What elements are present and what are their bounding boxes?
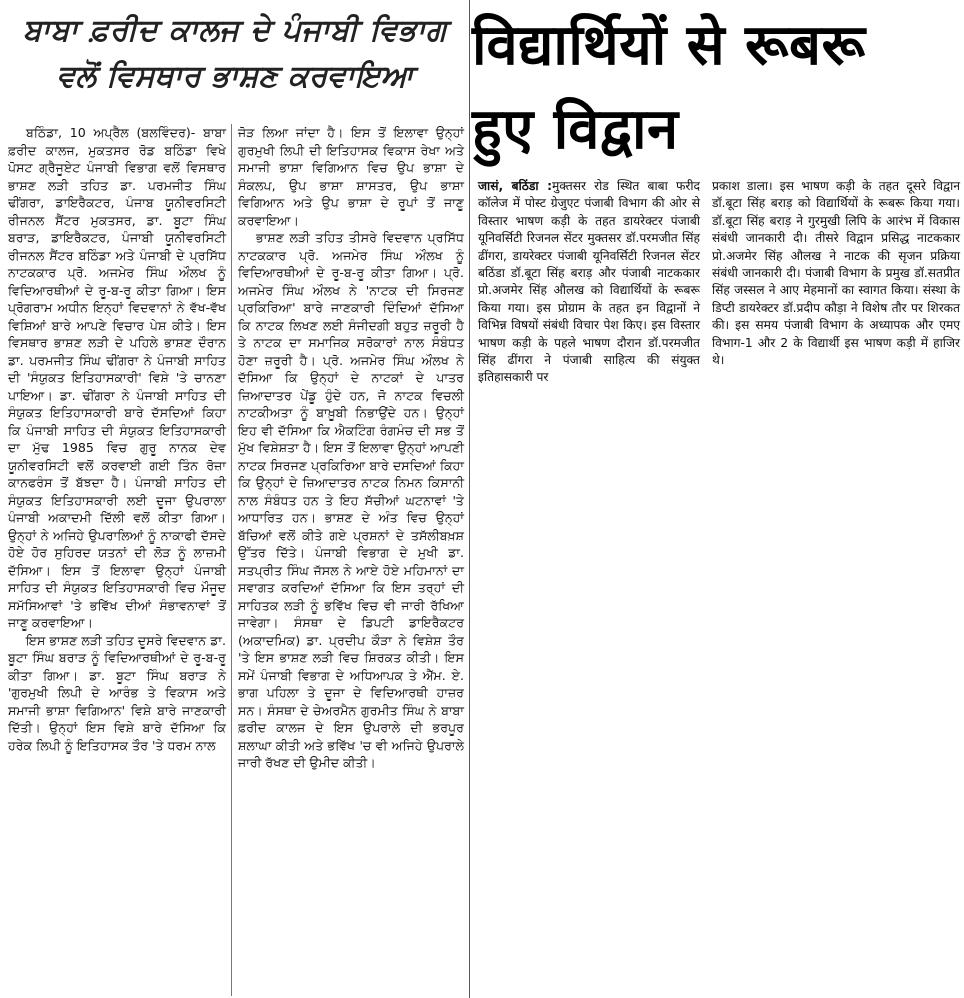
hindi-column-1 bbox=[478, 178, 700, 387]
punjabi-paragraph: ਭਾਸ਼ਣ ਲੜੀ ਤਹਿਤ ਤੀਸਰੇ ਵਿਦਵਾਨ ਪ੍ਰਸਿੱਧ ਨਾਟਕਕਾਰ ਪ੍ਰੋ. ਅਜਮੇਰ ਸਿੰਘ ਔਲਖ ਨੂੰ ਵਿਦਿਆਰਥੀਆਂ ਦੇ ਰੂ-ਬ-ਰੂ ਕੀਤਾ ਗਿਆ। ਪ੍ਰੋ. ਅਜਮੇਰ ਸਿੰਘ ਔਲਖ ਨੇ 'ਨਾਟਕ ਦੀ ਸਿਰਜਣ ਪ੍ਰਕਿਰਿਆ' ਬਾਰੇ ਜਾਣਕਾਰੀ ਦਿੰਦਿਆਂ ਦੱਸਿਆ ਕਿ ਨਾਟਕ ਲਿਖਣ ਲਈ ਸੰਜੀਦਗੀ ਬਹੁਤ ਜ਼ਰੂਰੀ ਹੈ ਤੇ ਨਾਟਕ ਦਾ ਸਮਾਜਿਕ ਸਰੋਕਾਰਾਂ ਨਾਲ ਸੰਬੰਧਤ ਹੋਣਾ ਜ਼ਰੂਰੀ ਹੈ। ਪ੍ਰੋ. ਅਜਮੇਰ ਸਿੰਘ ਔਲਖ ਨੇ ਦੱਸਿਆ ਕਿ ਉਨ੍ਹਾਂ ਦੇ ਨਾਟਕਾਂ ਦੇ ਪਾਤਰ ਜ਼ਿਆਦਾਤਰ ਪੇਂਡੂ ਹੁੰਦੇ ਹਨ, ਜੋ ਨਾਟਕ ਵਿਚਲੀ ਨਾਟਕੀਅਤਾ ਨੂੰ ਬਾਖ਼ੂਬੀ ਨਿਭਾਉਂਦੇ ਹਨ। ਉਨ੍ਹਾਂ ਇਹ ਵੀ ਦੱਸਿਆ ਕਿ ਐਕਟਿੰਗ ਰੰਗਮੰਚ ਦੀ ਸਭ ਤੋਂ ਮੁੱਖ ਵਿਸ਼ੇਸ਼ਤਾ ਹੈ। ਇਸ ਤੋਂ ਇਲਾਵਾ ਉਨ੍ਹਾਂ ਆਪਣੀ ਨਾਟਕ ਸਿਰਜਣ ਪ੍ਰਕਿਰਿਆ ਬਾਰੇ ਦਸਦਿਆਂ ਕਿਹਾ ਕਿ ਉਨ੍ਹਾਂ ਦੇ ਜ਼ਿਆਦਾਤਰ ਨਾਟਕ ਨਿਮਨ ਕਿਸਾਨੀ ਨਾਲ ਸੰਬੰਧਤ ਹਨ ਤੇ ਇਹ ਸੱਚੀਆਂ ਘਟਨਾਵਾਂ 'ਤੇ ਆਧਾਰਿਤ ਹਨ। ਭਾਸ਼ਣ ਦੇ ਅੰਤ ਵਿਚ ਉਨ੍ਹਾਂ ਬੱਚਿਆਂ ਵਲੋਂ ਕੀਤੇ ਗਏ ਪ੍ਰਸ਼ਨਾਂ ਦੇ ਤਸੱਲੀਬਖ਼ਸ਼ ਉੱਤਰ ਦਿੱਤੇ। ਪੰਜਾਬੀ ਵਿਭਾਗ ਦੇ ਮੁਖੀ ਡਾ. ਸਤਪ੍ਰੀਤ ਸਿੰਘ ਜੱਸਲ ਨੇ ਆਏ ਹੋਏ ਮਹਿਮਾਨਾਂ ਦਾ ਸਵਾਗਤ ਕਰਦਿਆਂ ਦੱਸਿਆ ਕਿ ਇਸ ਤਰ੍ਹਾਂ ਦੀ ਸਾਹਿਤਕ ਲੜੀ ਨੂੰ ਭਵਿੱਖ ਵਿਚ ਵੀ ਜਾਰੀ ਰੱਖਿਆ ਜਾਵੇਗਾ। ਸੰਸਥਾ ਦੇ ਡਿਪਟੀ ਡਾਇਰੈਕਟਰ (ਅਕਾਦਮਿਕ) ਡਾ. ਪ੍ਰਦੀਪ ਕੌੜਾ ਨੇ ਵਿਸ਼ੇਸ਼ ਤੌਰ 'ਤੇ ਇਸ ਭਾਸ਼ਣ ਲੜੀ ਵਿਚ ਸ਼ਿਰਕਤ ਕੀਤੀ। ਇਸ ਸਮੇਂ ਪੰਜਾਬੀ ਵਿਭਾਗ ਦੇ ਅਧਿਆਪਕ ਤੇ ਐੱਮ. ਏ. ਭਾਗ ਪਹਿਲਾ ਤੇ ਦੂਜਾ ਦੇ ਵਿਦਿਆਰਥੀ ਹਾਜ਼ਰ ਸਨ। ਸੰਸਥਾ ਦੇ ਚੇਅਰਮੈਨ ਗੁਰਮੀਤ ਸਿੰਘ ਨੇ ਬਾਬਾ ਫ਼ਰੀਦ ਕਾਲਜ ਦੇ ਇਸ ਉਪਰਾਲੇ ਦੀ ਭਰਪੂਰ ਸ਼ਲਾਘਾ ਕੀਤੀ ਅਤੇ ਭਵਿੱਖ 'ਚ ਵੀ ਅਜਿਹੇ ਉਪਰਾਲੇ ਜਾਰੀ ਰੱਖਣ ਦੀ ਉਮੀਦ ਕੀਤੀ। bbox=[238, 230, 464, 770]
hindi-column-2 bbox=[712, 178, 960, 369]
punjabi-headline bbox=[0, 8, 470, 100]
dateline: जासं, बठिंडा : bbox=[478, 179, 552, 193]
hindi-paragraph: प्रकाश डाला। इस भाषण कड़ी के तहत दूसरे विद्वान डॉ.बूटा सिंह बराड़ को विद्यार्थियों के रूबरू किया गया। डॉ.बूटा सिंह बराड़ ने गुरमुखी लिपि के आरंभ में विकास संबंधी जानकारी दी। तीसरे विद्वान प्रसिद्ध नाटककार प्रो.अजमेर सिंह औलख ने नाटक की सृजन प्रक्रिया संबंधी जानकारी दी। पंजाबी विभाग के प्रमुख डॉ.सतप्रीत सिंह जस्सल ने आए मेहमानों का स्वागत किया। संस्था के डिप्टी डायरेक्टर डॉ.प्रदीप कौड़ा ने विशेष तौर पर शिरकत की। इस समय पंजाबी विभाग के अध्यापक और एमए विभाग-1 और 2 के विद्यार्थी इस भाषण कड़ी में हाजिर थे। bbox=[712, 179, 960, 368]
punjabi-column-1 bbox=[8, 124, 226, 754]
hindi-paragraph bbox=[478, 178, 700, 387]
hindi-headline-line2: हुए विद्वान bbox=[472, 97, 679, 162]
punjabi-article bbox=[0, 0, 470, 998]
punjabi-paragraph: ਇਸ ਭਾਸ਼ਣ ਲੜੀ ਤਹਿਤ ਦੂਸਰੇ ਵਿਦਵਾਨ ਡਾ. ਬੂਟਾ ਸਿੰਘ ਬਰਾੜ ਨੂੰ ਵਿਦਿਆਰਥੀਆਂ ਦੇ ਰੂ-ਬ-ਰੂ ਕੀਤਾ ਗਿਆ। ਡਾ. ਬੂਟਾ ਸਿੰਘ ਬਰਾੜ ਨੇ 'ਗੁਰਮੁਖੀ ਲਿਪੀ ਦੇ ਆਰੰਭ ਤੇ ਵਿਕਾਸ ਅਤੇ ਸਮਾਜੀ ਭਾਸ਼ਾ ਵਿਗਿਆਨ' ਵਿਸ਼ੇ ਬਾਰੇ ਜਾਣਕਾਰੀ ਦਿੱਤੀ। ਉਨ੍ਹਾਂ ਇਸ ਵਿਸ਼ੇ ਬਾਰੇ ਦੱਸਿਆ ਕਿ ਹਰੇਕ ਲਿਪੀ ਨੂੰ ਇਤਿਹਾਸਕ ਤੌਰ 'ਤੇ ਧਰਮ ਨਾਲ bbox=[8, 632, 226, 753]
punjabi-paragraph: ਜੋੜ ਲਿਆ ਜਾਂਦਾ ਹੈ। ਇਸ ਤੋਂ ਇਲਾਵਾ ਉਨ੍ਹਾਂ ਗੁਰਮੁਖੀ ਲਿਪੀ ਦੀ ਇਤਿਹਾਸਕ ਵਿਕਾਸ ਰੇਖਾ ਅਤੇ ਸਮਾਜੀ ਭਾਸ਼ਾ ਵਿਗਿਆਨ ਵਿਚ ਉਪ ਭਾਸ਼ਾ ਦੇ ਸੰਕਲਪ, ਉਪ ਭਾਸ਼ਾ ਸ਼ਾਸਤਰ, ਉਪ ਭਾਸ਼ਾ ਵਿਗਿਆਨ ਅਤੇ ਉਪ ਭਾਸ਼ਾ ਦੇ ਰੂਪਾਂ ਤੋਂ ਜਾਣੂ ਕਰਵਾਇਆ। bbox=[238, 125, 464, 228]
hindi-body-text: मुक्तसर रोड स्थित बाबा फरीद कॉलेज में पोस्ट ग्रेजुएट पंजाबी विभाग की ओर से विस्तार भाषण कड़ी के तहत डायरेक्टर पंजाबी यूनिवर्सिटी रिजनल सेंटर मुक्तसर डॉ.परमजीत सिंह ढींगरा, डायरेक्टर पंजाबी यूनिवर्सिटी रिजनल सेंटर बठिंडा डॉ.बूटा सिंह बराड़ और पंजाबी नाटककार प्रो.अजमेर सिंह औलख को विद्यार्थियों के रूबरू किया गया। इस प्रोग्राम के तहत इन विद्वानों ने विभिन्न विषयों संबंधी विचार पेश किए। इस विस्तार भाषण कड़ी के पहले भाषण दौरान डॉ.परमजीत सिंह ढींगरा ने पंजाबी साहित्य की संयुक्त इतिहासकारी पर bbox=[478, 179, 700, 385]
punjabi-paragraph: ਬਠਿੰਡਾ, 10 ਅਪ੍ਰੈਲ (ਬਲਵਿੰਦਰ)- ਬਾਬਾ ਫ਼ਰੀਦ ਕਾਲਜ, ਮੁਕਤਸਰ ਰੋਡ ਬਠਿੰਡਾ ਵਿਖੇ ਪੋਸਟ ਗ੍ਰੈਜੂਏਟ ਪੰਜਾਬੀ ਵਿਭਾਗ ਵਲੋਂ ਵਿਸਥਾਰ ਭਾਸ਼ਣ ਲੜੀ ਤਹਿਤ ਡਾ. ਪਰਮਜੀਤ ਸਿੰਘ ਢੀਂਗਰਾ, ਡਾਇਰੈਕਟਰ, ਪੰਜਾਬ ਯੂਨੀਵਰਸਿਟੀ ਰੀਜਨਲ ਸੈਂਟਰ ਮੁਕਤਸਰ, ਡਾ. ਬੂਟਾ ਸਿੰਘ ਬਰਾੜ, ਡਾਇਰੈਕਟਰ, ਪੰਜਾਬੀ ਯੂਨੀਵਰਸਿਟੀ ਰੀਜਨਲ ਸੈਂਟਰ ਬਠਿੰਡਾ ਅਤੇ ਪੰਜਾਬੀ ਦੇ ਪ੍ਰਸਿੱਧ ਨਾਟਕਕਾਰ ਪ੍ਰੋ. ਅਜਮੇਰ ਸਿੰਘ ਔਲਖ ਨੂੰ ਵਿਦਿਆਰਥੀਆਂ ਦੇ ਰੂ-ਬ-ਰੂ ਕੀਤਾ ਗਿਆ। ਇਸ ਪ੍ਰੋਗਰਾਮ ਅਧੀਨ ਇਨ੍ਹਾਂ ਵਿਦਵਾਨਾਂ ਨੇ ਵੱਖ-ਵੱਖ ਵਿਸ਼ਿਆਂ ਬਾਰੇ ਆਪਣੇ ਵਿਚਾਰ ਪੇਸ਼ ਕੀਤੇ। ਇਸ ਵਿਸਥਾਰ ਭਾਸ਼ਣ ਲੜੀ ਦੇ ਪਹਿਲੇ ਭਾਸ਼ਣ ਦੌਰਾਨ ਡਾ. ਪਰਮਜੀਤ ਸਿੰਘ ਢੀਂਗਰਾ ਨੇ ਪੰਜਾਬੀ ਸਾਹਿਤ ਦੀ 'ਸੰਯੁਕਤ ਇਤਿਹਾਸਕਾਰੀ' ਵਿਸ਼ੇ 'ਤੇ ਚਾਨਣਾ ਪਾਇਆ। ਡਾ. ਢੀਂਗਰਾ ਨੇ ਪੰਜਾਬੀ ਸਾਹਿਤ ਦੀ ਸੰਯੁਕਤ ਇਤਿਹਾਸਕਾਰੀ ਬਾਰੇ ਦੱਸਦਿਆਂ ਕਿਹਾ ਕਿ ਪੰਜਾਬੀ ਸਾਹਿਤ ਦੀ ਸੰਯੁਕਤ ਇਤਿਹਾਸਕਾਰੀ ਦਾ ਮੁੱਢ 1985 ਵਿਚ ਗੁਰੂ ਨਾਨਕ ਦੇਵ ਯੂਨੀਵਰਸਿਟੀ ਵਲੋਂ ਕਰਵਾਈ ਗਈ ਤਿੰਨ ਰੋਜ਼ਾ ਕਾਨਫਰੰਸ ਤੋਂ ਬੱਝਦਾ ਹੈ। ਪੰਜਾਬੀ ਸਾਹਿਤ ਦੀ ਸੰਯੁਕਤ ਇਤਿਹਾਸਕਾਰੀ ਲਈ ਦੂਜਾ ਉਪਰਾਲਾ ਪੰਜਾਬੀ ਅਕਾਦਮੀ ਦਿੱਲੀ ਵਲੋਂ ਕੀਤਾ ਗਿਆ। ਉਨ੍ਹਾਂ ਨੇ ਅਜਿਹੇ ਉਪਰਾਲਿਆਂ ਨੂੰ ਨਾਕਾਫੀ ਦੱਸਦੇ ਹੋਏ ਹੋਰ ਸੁਹਿਰਦ ਯਤਨਾਂ ਦੀ ਲੋੜ ਨੂੰ ਲਾਜ਼ਮੀ ਦੱਸਿਆ। ਇਸ ਤੋਂ ਇਲਾਵਾ ਉਨ੍ਹਾਂ ਪੰਜਾਬੀ ਸਾਹਿਤ ਦੀ ਸੰਯੁਕਤ ਇਤਿਹਾਸਕਾਰੀ ਵਿਚ ਮੌਜੂਦ ਸਮੱਸਿਆਵਾਂ 'ਤੇ ਭਵਿੱਖ ਦੀਆਂ ਸੰਭਾਵਨਾਵਾਂ ਤੋਂ ਜਾਣੂ ਕਰਵਾਇਆ। bbox=[8, 125, 226, 630]
punjabi-headline-line2: ਵਲੋਂ ਵਿਸਥਾਰ ਭਾਸ਼ਣ ਕਰਵਾਇਆ bbox=[56, 59, 414, 94]
punjabi-column-2 bbox=[238, 124, 464, 772]
punjabi-headline-line1: ਬਾਬਾ ਫ਼ਰੀਦ ਕਾਲਜ ਦੇ ਪੰਜਾਬੀ ਵਿਭਾਗ bbox=[22, 13, 448, 48]
column-divider bbox=[231, 124, 232, 996]
hindi-headline bbox=[472, 4, 964, 172]
article-divider bbox=[469, 0, 470, 998]
hindi-article bbox=[472, 0, 964, 998]
hindi-headline-line1: विद्यार्थियों से रूबरू bbox=[472, 13, 866, 78]
